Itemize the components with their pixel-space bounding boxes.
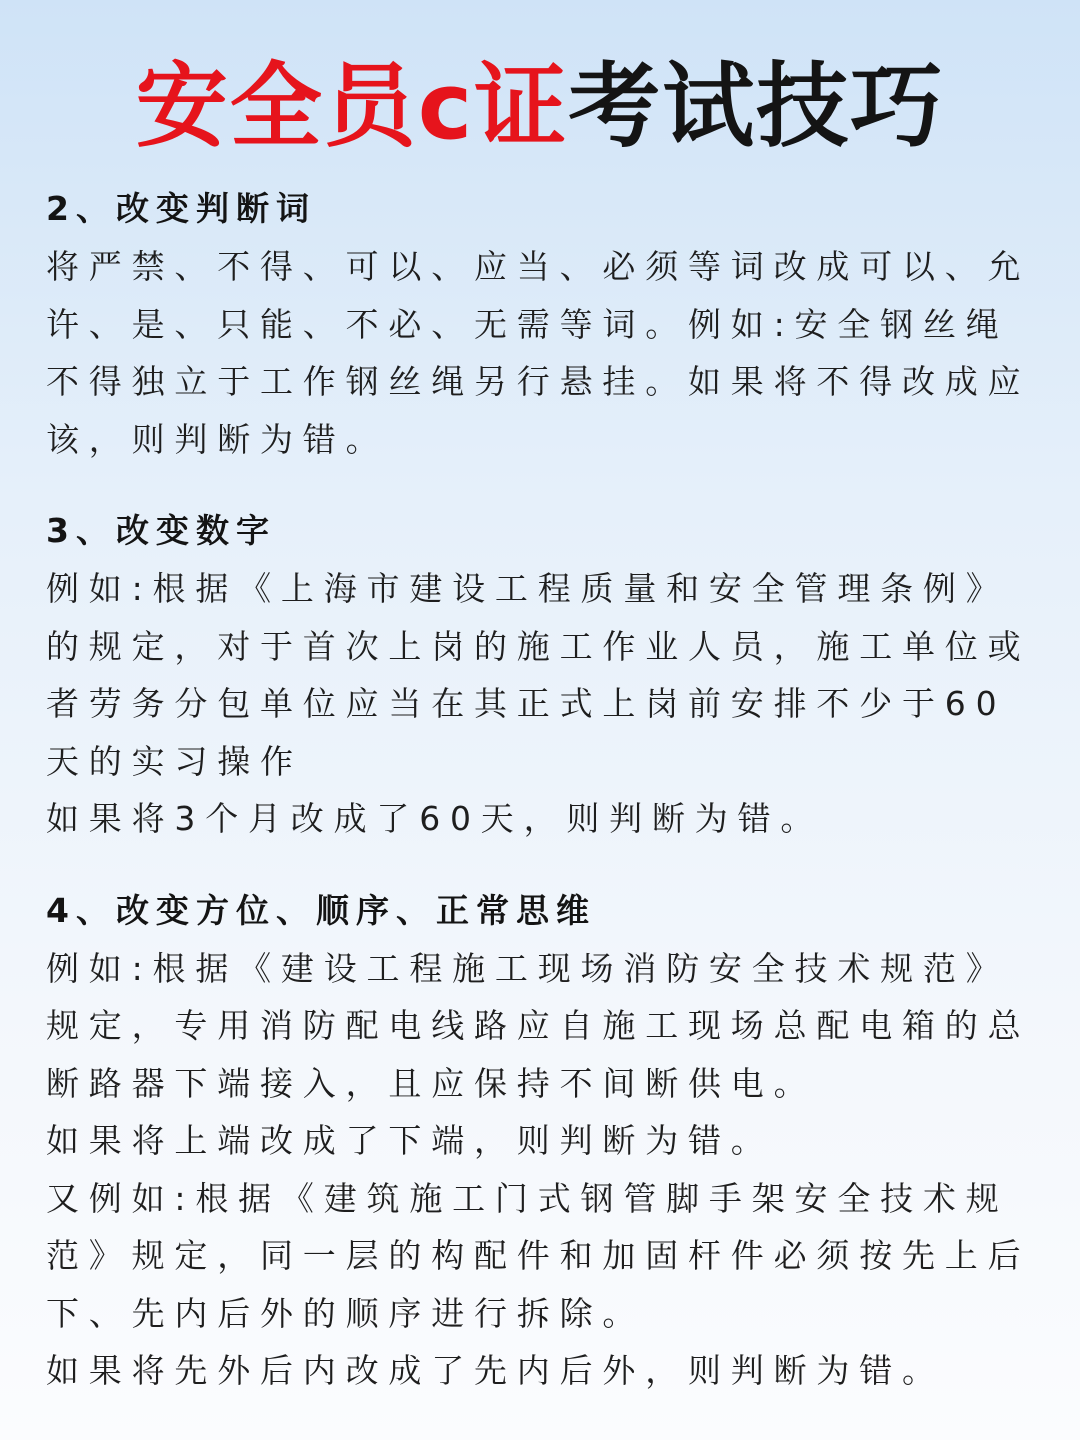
text-line: 不得独立于工作钢丝绳另行悬挂。如果将不得改成应 xyxy=(46,362,1031,401)
text-line: 又例如:根据《建筑施工门式钢管脚手架安全技术规 xyxy=(46,1178,1009,1218)
page-title xyxy=(0,52,1080,162)
text-line: 者劳务分包单位应当在其正式上岗前安排不少于60 xyxy=(46,684,1007,723)
section-gap xyxy=(46,848,1036,882)
text-line: 天的实习操作 xyxy=(46,741,303,781)
text-line: 的规定，对于首次上岗的施工作业人员，施工单位或 xyxy=(46,626,1031,666)
section-heading: 3、改变数字 xyxy=(46,511,276,550)
text-line: 断路器下端接入，且应保持不间断供电。 xyxy=(46,1063,817,1103)
section-gap xyxy=(46,468,1036,502)
section-heading: 2、改变判断词 xyxy=(46,189,316,228)
text-line: 规定，专用消防配电线路应自施工现场总配电箱的总 xyxy=(46,1006,1031,1045)
text-line: 范》规定，同一层的构配件和加固杆件必须按先上后 xyxy=(46,1236,1031,1275)
title-red-part: 安全员c证 xyxy=(135,53,569,160)
section-heading: 4、改变方位、顺序、正常思维 xyxy=(46,890,596,930)
text-line: 例如:根据《建设工程施工现场消防安全技术规范》 xyxy=(46,948,1009,988)
text-line: 例如:根据《上海市建设工程质量和安全管理条例》 xyxy=(46,569,1009,608)
text-line: 下、先内后外的顺序进行拆除。 xyxy=(46,1293,646,1333)
text-line: 如果将先外后内改成了先内后外，则判断为错。 xyxy=(46,1351,945,1390)
title-black-part: 考试技巧 xyxy=(568,53,945,160)
text-line: 许、是、只能、不必、无需等词。例如:安全钢丝绳 xyxy=(46,304,1009,344)
content xyxy=(46,180,1036,1400)
text-line: 如果将上端改成了下端，则判断为错。 xyxy=(46,1121,774,1160)
section-change-judgment-words xyxy=(46,180,1036,468)
section-change-direction-order xyxy=(46,882,1036,1400)
text-line: 该，则判断为错。 xyxy=(46,419,389,459)
text-line: 如果将3个月改成了60天，则判断为错。 xyxy=(46,799,824,838)
section-change-numbers xyxy=(46,502,1036,848)
text-line: 将严禁、不得、可以、应当、必须等词改成可以、允 xyxy=(46,247,1031,286)
